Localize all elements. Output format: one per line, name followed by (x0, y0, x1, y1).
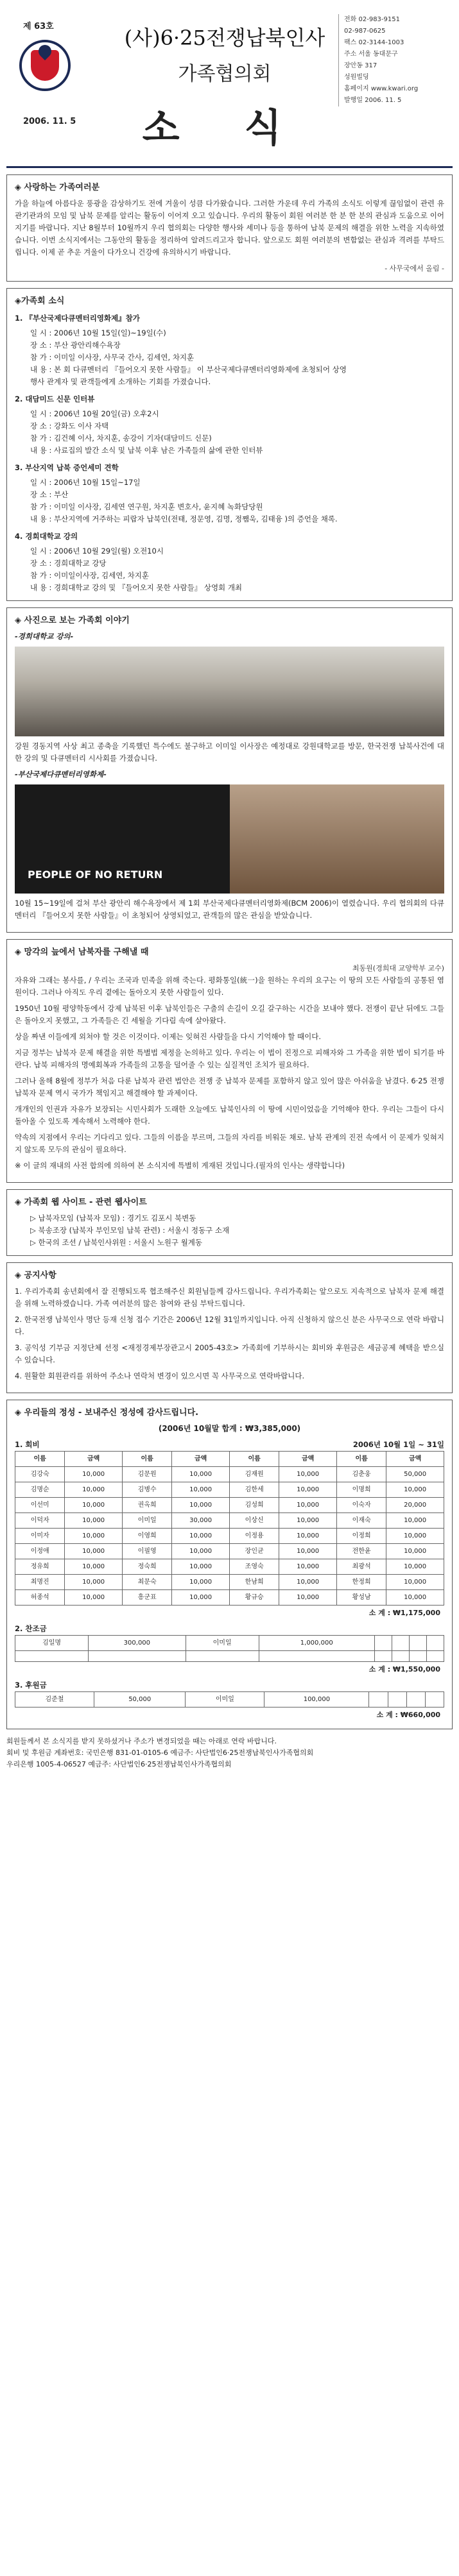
table-cell: 10,000 (386, 1544, 444, 1559)
table-cell: 이선미 (15, 1498, 65, 1513)
notice-title: ◈ 공지사항 (15, 1271, 56, 1280)
title-news: 소 식 (142, 106, 307, 151)
contact-line: 주소 서울 동대문구 (344, 51, 398, 58)
news-title: ◈가족회 소식 (15, 296, 65, 306)
table-header-row (15, 1452, 444, 1467)
table-cell: 10,000 (172, 1575, 230, 1590)
table-cell (409, 1651, 426, 1662)
table-cell (369, 1692, 388, 1707)
table-cell: 허종석 (15, 1590, 65, 1606)
table-cell (374, 1651, 392, 1662)
column-header: 이름 (336, 1452, 386, 1467)
table-row (15, 1575, 444, 1590)
intro-body: 가을 하늘에 아름다운 풍광을 감상하기도 전에 겨울이 성큼 다가왔습니다. 그러한 가운데 우리 가족의 소식도 이렇게 끊임없이 관련 유관기관과의 모임 및 납북 문제를 알리는 활동이 이어져 오고 있습니다. 우리의 활동이 회원 여러분 한 분 한 분의 관심과 도움으로 이어지기를 바랍니다. 지난 8월부터 10월까지 우리 협의회는 다양한 행사와 세미나 등을 통하여 납북 문제의 해결을 위한 노력을 지속하였습니다. 이번 소식지에서는 그동안의 활동을 정리하여 알려드리고자 합니다. 앞으로도 회원 여러분의 변함없는 관심과 격려를 부탁드립니다. 이제 곧 추운 겨울이 다가오니 건강에 유의하시기 바랍니다. (15, 199, 444, 257)
table-cell (426, 1651, 444, 1662)
news-item-line: 참 가 : 이미일 이사장, 사무국 간사, 김세연, 차지훈 (30, 353, 195, 362)
newsletter-header (6, 8, 453, 168)
table-cell: 이명희 (336, 1482, 386, 1498)
news-item-line: 내 용 : 본 회 다큐멘터리 『들어오지 못한 사람들』 이 부산국제다큐멘터리영화제에 초청되어 상영 (30, 365, 347, 374)
table-cell: 김성희 (229, 1498, 279, 1513)
photo-description: 10월 15~19일에 걸쳐 부산 광안리 해수욕장에서 제 1회 부산국제다큐멘터리영화제(BCM 2006)이 열렸습니다. 우리 협의회의 다큐멘터리 『들어오지 못한 사람들』이 초청되어 상영되었고, 관객들의 많은 관심을 받았습니다. (15, 899, 444, 920)
photo-sign-text: PEOPLE OF NO RETURN (28, 869, 163, 881)
donation-section (6, 1400, 453, 1729)
table-cell: 10,000 (172, 1498, 230, 1513)
photo-caption: -경희대학교 강의- (15, 632, 74, 641)
table-cell: 10,000 (172, 1559, 230, 1575)
contact-line: 장안동 317 (344, 62, 377, 69)
essay-paragraph: 지금 정부는 납북자 문제 해결을 위한 특별법 제정을 논의하고 있다. 우리는 이 법이 진정으로 피해자와 그 가족을 위한 법이 되기를 바란다. 납북 피해자의 명예회복과 가족들의 고통을 덜어줄 수 있는 실질적인 조치가 필요하다. (15, 1048, 444, 1069)
table-cell: 이정희 (336, 1529, 386, 1544)
table-cell: 이정용 (229, 1529, 279, 1544)
table-cell: 한남희 (229, 1575, 279, 1590)
column-header: 이름 (15, 1452, 65, 1467)
table-cell: 흥군표 (122, 1590, 171, 1606)
news-item-title: 1. 『부산국제다큐멘터리영화제』참가 (15, 314, 140, 323)
notice-item: 2. 한국전쟁 납북인사 명단 등재 신청 접수 기간은 2006년 12월 31일까지입니다. 아직 신청하지 않으신 분은 사무국으로 연락 바랍니다. (15, 1315, 445, 1336)
column-header: 금액 (279, 1452, 337, 1467)
news-item-line: 장 소 : 부산 (30, 490, 69, 499)
essay-paragraph: 자유와 그래는 봉사를, / 우리는 조국과 민족을 위해 죽는다. 평화통일(統一)을 원하는 우리의 요구는 이 땅의 모든 사람들의 공통된 염원이다. 그러나 아직도 우리 곁에는 돌아오지 못한 사람들이 있다. (15, 976, 444, 997)
table-cell: 10,000 (386, 1529, 444, 1544)
related-link[interactable]: ▷ 북송조장 (납북자 부인모임 납북 관련) : 서울시 정동구 소재 (30, 1226, 230, 1235)
table-cell: 이미자 (15, 1529, 65, 1544)
donation-table-wrap (15, 1439, 444, 1722)
table-cell: 10,000 (172, 1590, 230, 1606)
table-cell: 조영숙 (229, 1559, 279, 1575)
table-row (15, 1482, 444, 1498)
sponsor-subtotal: 소 계 : ₩1,550,000 (368, 1665, 440, 1674)
table-cell: 10,000 (65, 1590, 123, 1606)
notice-item: 3. 공익성 기부금 지정단체 선정 <재정경제부장관고시 2005-43호> 가족회에 기부하시는 회비와 후원금은 세금공제 혜택을 받으실 수 있습니다. (15, 1343, 444, 1364)
table-cell (392, 1651, 409, 1662)
table-cell: 전한윤 (336, 1544, 386, 1559)
column-header: 금액 (65, 1452, 123, 1467)
donation-period: 2006년 10월 1일 ~ 31일 (352, 1440, 444, 1449)
support-table (15, 1691, 444, 1707)
table-cell (15, 1651, 89, 1662)
essay-author: 최동원(경희대 교양학부 교수) (352, 964, 444, 972)
table-row (15, 1692, 444, 1707)
table-cell: 이숙자 (336, 1498, 386, 1513)
news-item-line: 참 가 : 이미일 이사장, 김세연 연구원, 차지훈 변호사, 윤지혜 녹화담당원 (30, 502, 263, 511)
news-item-line: 참 가 : 김건혜 이사, 차지훈, 송강이 기자(대담미드 신문) (30, 434, 212, 443)
related-link[interactable]: ▷ 한국의 조선 / 납북인사위원 : 서울시 노원구 월계동 (30, 1238, 203, 1247)
news-item-line: 장 소 : 부산 광안리해수욕장 (30, 341, 121, 350)
news-item-line: 내 용 : 경희대학교 강의 및 『들어오지 못한 사람들』 상영회 개최 (30, 583, 243, 592)
table-cell: 20,000 (386, 1498, 444, 1513)
table-cell: 100,000 (264, 1692, 369, 1707)
notice-section (6, 1262, 453, 1393)
essay-paragraph: 상을 짜낸 이들에게 외쳐야 할 것은 이것이다. 이제는 잊혀진 사람들을 다시 기억해야 할 때이다. (15, 1032, 321, 1041)
column-header: 이름 (122, 1452, 171, 1467)
table-cell (426, 1636, 444, 1651)
contact-info (338, 14, 447, 106)
table-row (15, 1498, 444, 1513)
donation-subtitle: 1. 회비 (15, 1440, 40, 1449)
lecture-photo (15, 647, 444, 736)
news-item-line: 내 용 : 사료집의 발간 소식 및 납북 이후 남은 가족들의 삶에 관한 인터뷰 (30, 446, 263, 455)
table-cell (425, 1692, 444, 1707)
table-cell (406, 1692, 425, 1707)
table-cell: 김일명 (15, 1636, 89, 1651)
issue-number: 제 63호 (23, 22, 54, 31)
table-cell: 10,000 (386, 1590, 444, 1606)
donation-title: ◈ 우리들의 정성 - 보내주신 정성에 감사드립니다. (15, 1408, 199, 1418)
column-header: 금액 (386, 1452, 444, 1467)
related-title: ◈ 가족회 웹 사이트 - 관련 웹사이트 (15, 1198, 147, 1207)
festival-photo (15, 784, 444, 894)
table-cell: 1,000,000 (259, 1636, 374, 1651)
table-cell: 10,000 (65, 1467, 123, 1482)
table-cell: 김한세 (229, 1482, 279, 1498)
contact-line: 성원빌딩 (344, 74, 369, 81)
sponsor-rows (15, 1636, 444, 1662)
table-cell (89, 1651, 186, 1662)
table-cell: 10,000 (65, 1575, 123, 1590)
table-cell: 김명순 (15, 1482, 65, 1498)
table-cell: 이미일 (186, 1636, 259, 1651)
contact-line: 발행일 2006. 11. 5 (344, 97, 402, 104)
contact-line: 팩스 02-3144-1003 (344, 39, 404, 46)
table-cell: 10,000 (279, 1529, 337, 1544)
table-cell (392, 1636, 409, 1651)
footer-line: 회원들께서 본 소식지를 받지 못하셨거나 주소가 변경되었을 때는 아래로 연락 바랍니다. (6, 1737, 277, 1745)
news-section (6, 288, 453, 601)
table-cell: 10,000 (386, 1513, 444, 1529)
table-cell: 김강숙 (15, 1467, 65, 1482)
news-item-line: 행사 관계자 및 관객들에게 소개하는 기회를 가졌습니다. (30, 377, 211, 386)
news-item-title: 2. 대담미드 신문 인터뷰 (15, 394, 95, 403)
table-cell: 장인균 (229, 1544, 279, 1559)
essay-section (6, 939, 453, 1183)
column-header: 이름 (229, 1452, 279, 1467)
table-cell: 이미일 (186, 1692, 264, 1707)
news-item-line: 장 소 : 강화도 이사 자택 (30, 421, 109, 430)
table-row (15, 1544, 444, 1559)
news-item-line: 일 시 : 2006년 10월 20일(금) 오후2시 (30, 409, 159, 418)
donation-total: (2006년 10월말 합계 : ₩3,385,000) (158, 1424, 301, 1433)
table-cell: 최광석 (336, 1559, 386, 1575)
table-cell: 이상신 (229, 1513, 279, 1529)
table-cell (409, 1636, 426, 1651)
table-cell: 최문숙 (122, 1575, 171, 1590)
table-cell (259, 1651, 374, 1662)
table-cell: 10,000 (279, 1590, 337, 1606)
table-row (15, 1467, 444, 1482)
table-cell: 이재숙 (336, 1513, 386, 1529)
table-row (15, 1513, 444, 1529)
table-cell (374, 1636, 392, 1651)
table-cell (186, 1651, 259, 1662)
table-cell: 이미일 (122, 1513, 171, 1529)
table-cell: 10,000 (65, 1544, 123, 1559)
intro-section (6, 174, 453, 282)
sponsor-table (15, 1635, 444, 1662)
table-cell: 10,000 (386, 1482, 444, 1498)
donation-subtotal: 소 계 : ₩1,175,000 (368, 1609, 440, 1617)
title-main: (사)6·25전쟁납북인사 (124, 26, 325, 50)
table-cell: 이정애 (15, 1544, 65, 1559)
essay-paragraph: 개개인의 인권과 자유가 보장되는 시민사회가 도래한 오늘에도 납북인사의 이 땅에 시민이었음을 기억해야 한다. 우리는 그들이 다시 돌아올 수 있도록 계속해서 노력해야 한다. (15, 1105, 444, 1126)
table-row (15, 1559, 444, 1575)
table-cell: 10,000 (65, 1529, 123, 1544)
table-cell: 10,000 (279, 1498, 337, 1513)
table-row (15, 1590, 444, 1606)
news-item-line: 내 용 : 부산지역에 거주하는 피랍자 납북인(전태, 정문영, 김명, 정쨈욱, 김태융 )의 증언을 채록. (30, 514, 338, 523)
news-item-line: 일 시 : 2006년 10월 29일(월) 오전10시 (30, 547, 164, 555)
issue-date: 2006. 11. 5 (23, 117, 76, 126)
association-logo (19, 40, 71, 91)
table-cell: 30,000 (172, 1513, 230, 1529)
table-cell: 한정희 (336, 1575, 386, 1590)
related-section (6, 1189, 453, 1256)
table-cell: 이덕자 (15, 1513, 65, 1529)
table-row (15, 1651, 444, 1662)
intro-title: ◈ 사랑하는 가족여러분 (15, 183, 100, 192)
table-cell: 이필영 (122, 1544, 171, 1559)
table-cell (388, 1692, 406, 1707)
news-item-line: 일 시 : 2006년 10월 15일~17일 (30, 478, 141, 487)
table-cell: 10,000 (386, 1559, 444, 1575)
contact-line: 02-987-0625 (344, 28, 386, 35)
table-cell: 10,000 (65, 1513, 123, 1529)
photo-section (6, 607, 453, 933)
table-cell: 10,000 (386, 1575, 444, 1590)
table-cell: 10,000 (279, 1513, 337, 1529)
essay-paragraph: 1950년 10월 평양학동에서 강제 납북된 이후 납북인들은 구출의 손길이 오길 갈구하는 시간을 보내야 했다. 전쟁이 끝난 뒤에도 그들은 돌아오지 못했고, 그 가족들은 긴 세월을 기다림 속에 살아왔다. (15, 1004, 444, 1025)
table-cell: 김춘웅 (336, 1467, 386, 1482)
footer-line: 우리은행 1005-4-06527 예금주: 사단법인6·25전쟁납북인사가족협의회 (6, 1760, 232, 1768)
news-item-line: 일 시 : 2006년 10월 15일(일)~19일(수) (30, 328, 166, 337)
news-item-title: 4. 경희대학교 강의 (15, 532, 78, 541)
photo-caption: -부산국제다큐멘터리영화제- (15, 770, 107, 779)
essay-title: ◈ 망각의 늪에서 남북자를 구해낼 때 (15, 947, 149, 957)
table-cell: 10,000 (279, 1544, 337, 1559)
table-row (15, 1529, 444, 1544)
notice-item: 1. 우리가족회 송년회에서 잘 진행되도록 협조해주신 회원님들께 감사드립니다. 우리가족회는 앞으로도 지속적으로 납북자 문제 해결을 위해 노력하겠습니다. 가족 여러분의 많은 참여와 관심 부탁드립니다. (15, 1287, 444, 1308)
donation-table (15, 1451, 444, 1606)
table-cell: 10,000 (172, 1482, 230, 1498)
footer-section (6, 1736, 453, 1770)
contact-line: 홈페이지 www.kwari.org (344, 85, 419, 92)
table-cell: 10,000 (172, 1544, 230, 1559)
news-item-title: 3. 부산지역 납북 증언세미 견학 (15, 463, 119, 472)
intro-sign: - 사무국에서 올림 - (385, 264, 444, 273)
table-cell: 10,000 (65, 1482, 123, 1498)
table-cell: 김재원 (229, 1467, 279, 1482)
support-rows (15, 1692, 444, 1707)
table-cell: 10,000 (279, 1482, 337, 1498)
table-cell: 황성남 (336, 1590, 386, 1606)
table-cell: 10,000 (65, 1559, 123, 1575)
contact-line: 전화 02-983-9151 (344, 16, 400, 23)
table-cell: 50,000 (94, 1692, 185, 1707)
table-cell: 권옥희 (122, 1498, 171, 1513)
table-cell: 정숙희 (122, 1559, 171, 1575)
photo-description: 강원 경동지역 사상 최고 종축을 기록했던 특수에도 불구하고 이미일 이사장은 예정대로 강원대학교를 방문, 한국전쟁 납북사건에 대한 강의 및 다큐멘터리 시사회를 가졌습니다. (15, 741, 444, 763)
essay-paragraph: 약속의 지점에서 우리는 기다리고 있다. 그들의 이름을 부르며, 그들의 자리를 비워둔 채로. 남북 관계의 진전 속에서 이 문제가 잊혀지지 않도록 모두의 관심이 필요하다. (15, 1133, 444, 1154)
table-cell: 이영희 (122, 1529, 171, 1544)
table-cell: 300,000 (89, 1636, 186, 1651)
photo-section-title: ◈ 사진으로 보는 가족회 이야기 (15, 616, 130, 625)
donation-rows (15, 1467, 444, 1606)
table-cell: 50,000 (386, 1467, 444, 1482)
news-item-line: 참 가 : 이미일이사장, 김세연, 차지훈 (30, 571, 149, 580)
donation-subtitle: 2. 찬조금 (15, 1624, 47, 1633)
notice-item: 4. 원활한 회원관리를 위하여 주소나 연락처 변경이 있으시면 꼭 사무국으로 연락바랍니다. (15, 1371, 305, 1380)
related-link[interactable]: ▷ 납북자모임 (납북자 모임) : 경기도 김포시 북변동 (30, 1214, 196, 1223)
table-cell: 최명진 (15, 1575, 65, 1590)
table-cell: 10,000 (172, 1467, 230, 1482)
news-item-line: 장 소 : 경희대학교 강당 (30, 559, 107, 568)
essay-note: ※ 이 글의 재내의 사전 합의에 의하여 본 소식지에 특별히 게재된 것입니다.(필자의 인사는 생략합니다) (15, 1161, 345, 1170)
column-header: 금액 (172, 1452, 230, 1467)
essay-paragraph: 그러나 올해 8월에 정부가 처음 다룬 납북자 관련 법안은 전쟁 중 납북자 문제를 포함하지 않고 있어 많은 아쉬움을 남겼다. 6·25 전쟁 납북자 문제 역시 국가가 책임지고 해결해야 할 과제이다. (15, 1076, 444, 1097)
table-row (15, 1636, 444, 1651)
table-cell: 10,000 (279, 1575, 337, 1590)
footer-line: 회비 및 후원금 계좌번호: 국민은행 831-01-0105-6 예금주: 사단법인6·25전쟁납북인사가족협의회 (6, 1749, 314, 1757)
title-sub: 가족협의회 (178, 63, 272, 85)
table-cell: 10,000 (172, 1529, 230, 1544)
table-cell: 김준철 (15, 1692, 94, 1707)
table-cell: 10,000 (279, 1467, 337, 1482)
support-subtotal: 소 계 : ₩660,000 (376, 1711, 440, 1719)
table-cell: 10,000 (65, 1498, 123, 1513)
table-cell: 김병수 (122, 1482, 171, 1498)
table-cell: 황규승 (229, 1590, 279, 1606)
table-cell: 10,000 (279, 1559, 337, 1575)
donation-subtitle: 3. 후원금 (15, 1681, 47, 1690)
table-cell: 김문원 (122, 1467, 171, 1482)
table-cell: 정유희 (15, 1559, 65, 1575)
